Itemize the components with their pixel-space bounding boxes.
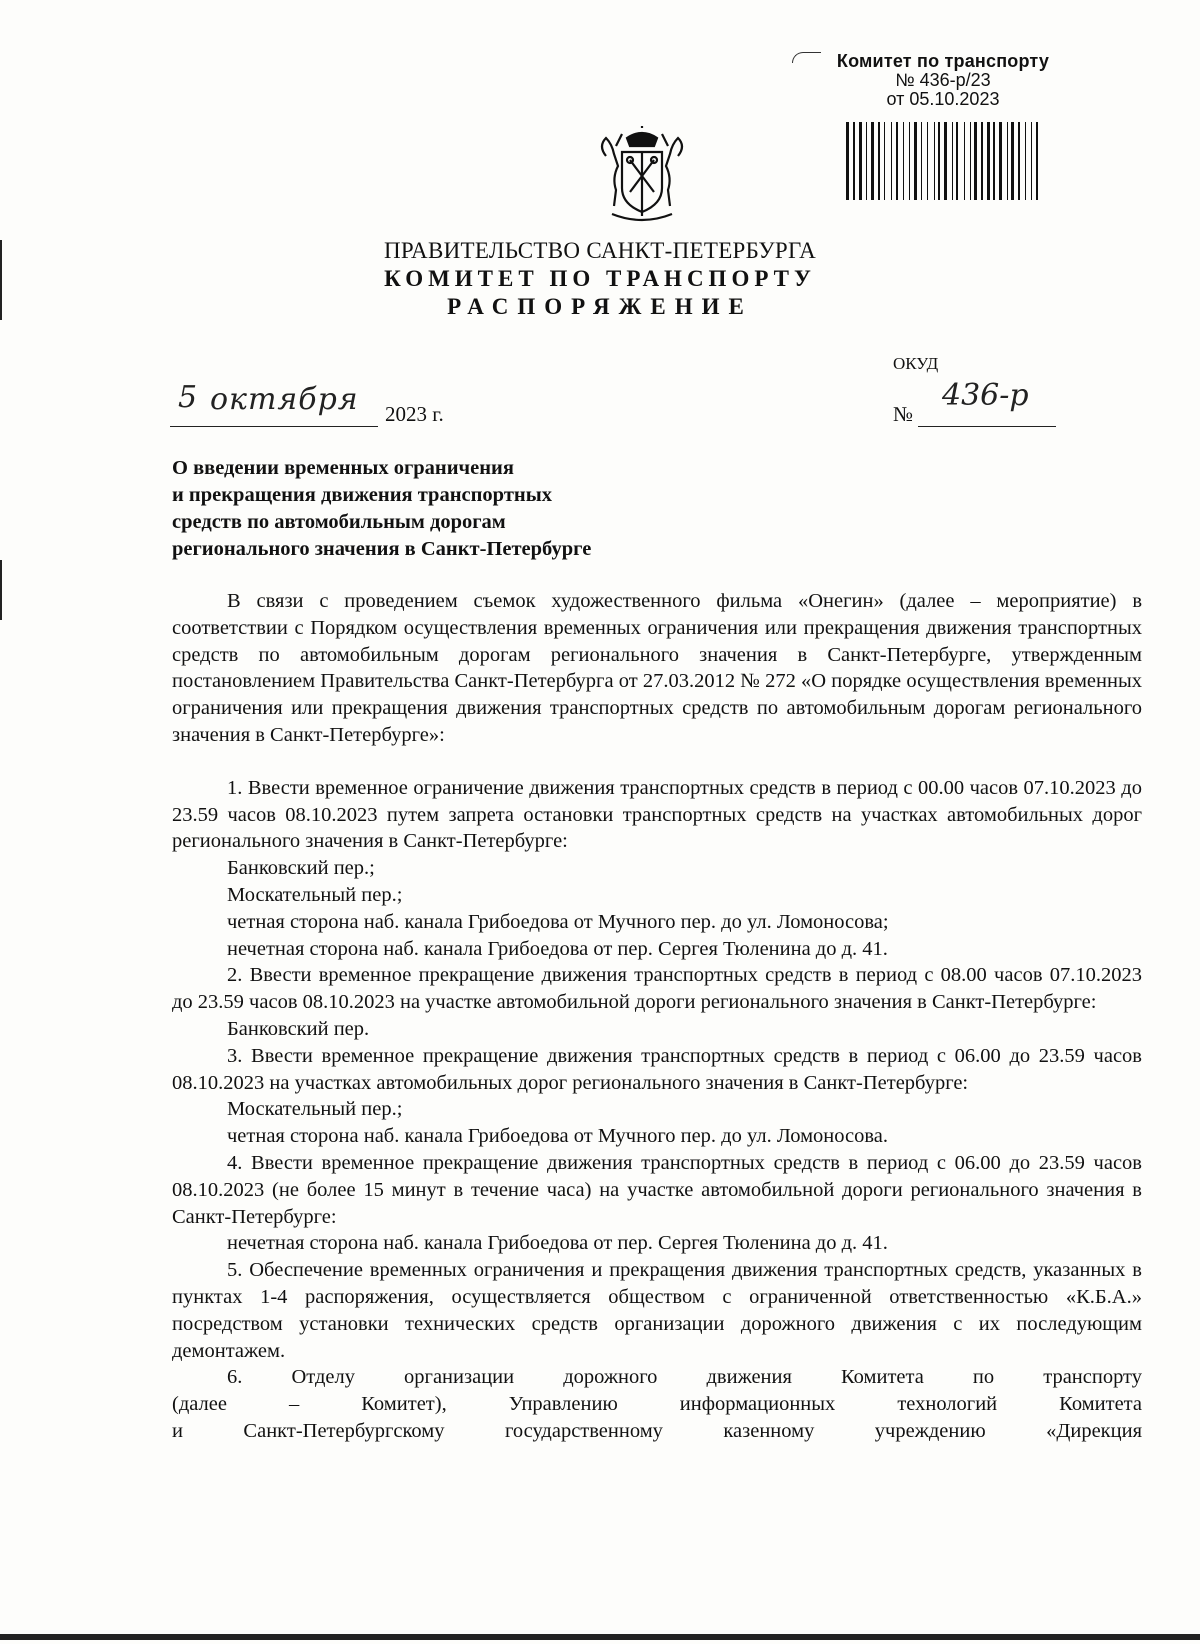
barcode-bar (896, 122, 898, 200)
date-month-handwritten: октября (210, 382, 359, 417)
document-body (172, 588, 1142, 1445)
barcode-bar (878, 122, 880, 200)
barcode-bar (974, 122, 977, 200)
barcode-bar (891, 122, 892, 200)
committee-heading: КОМИТЕТ ПО ТРАНСПОРТУ (384, 266, 816, 291)
item-1-text: 1. Ввести временное ограничение движения транспортных средств в период с 00.00 часов 07.10.2023 до 23.59 часов 08.10.2023 путем запрета остановки транспортных средств на участках автомобильных дорог регионального значения в Санкт-Петербурге: (172, 776, 1142, 853)
barcode-bar (909, 122, 910, 200)
list-item: Москательный пер.; (227, 1098, 403, 1121)
subject-line: О введении временных ограничения (172, 457, 514, 479)
barcode-bar (981, 122, 983, 200)
item-2-text: 2. Ввести временное прекращение движения транспортных средств в период с 08.00 часов 07.10.2023 до 23.59 часов 08.10.2023 на участке автомобильной дороги регионального значения в Санкт-Петербурге: (172, 964, 1142, 1014)
document-type-heading: РАСПОРЯЖЕНИЕ (447, 294, 753, 319)
document-subject (172, 455, 591, 563)
barcode-bar (1036, 122, 1038, 200)
list-item: нечетная сторона наб. канала Грибоедова от пер. Сергея Тюленина до д. 41. (227, 1232, 888, 1255)
barcode-icon (846, 122, 1044, 200)
government-heading: ПРАВИТЕЛЬСТВО САНКТ-ПЕТЕРБУРГА (383, 238, 817, 263)
barcode-bar (859, 122, 862, 200)
barcode-bar (853, 122, 855, 200)
registration-stamp (812, 52, 1074, 109)
preamble-paragraph: В связи с проведением съемок художественного фильма «Онегин» (далее – мероприятие) в соответствии с Порядком осуществления временных ограничения или прекращения движения транспортных средств по автомобильным дорогам регионального значения в Санкт-Петербурге, утвержденным постановлением Правительства Санкт-Петербурга от 27.03.2012 № 272 «О порядке осуществления временных ограничения или прекращения движения транспортных средств по автомобильным дорогам регионального значения в Санкт-Петербурге»: (172, 590, 1142, 746)
subject-line: регионального значения в Санкт-Петербурге (172, 538, 592, 560)
list-item: нечетная сторона наб. канала Грибоедова от пер. Сергея Тюленина до д. 41. (227, 937, 888, 960)
number-sign: № (893, 402, 914, 426)
barcode-bar (934, 122, 935, 200)
barcode-bar (1031, 122, 1032, 200)
date-year: 2023 г. (385, 402, 444, 426)
barcode-bar (1025, 122, 1026, 200)
barcode-bar (866, 122, 867, 200)
barcode-bar (921, 122, 922, 200)
barcode-bar (1011, 122, 1014, 200)
item-6-line: 6. Отделу организации дорожного движения Комитета по транспорту (227, 1366, 1142, 1389)
barcode-bar (938, 122, 940, 200)
barcode-bar (944, 122, 947, 200)
barcode-bar (970, 122, 971, 200)
stamp-date: от 05.10.2023 (886, 89, 1000, 109)
barcode-bar (956, 122, 958, 200)
list-item: Банковский пер. (227, 1017, 370, 1040)
scan-artifact-bottom (0, 1634, 1200, 1640)
barcode-bar (952, 122, 953, 200)
document-number-handwritten: 436-р (942, 378, 1029, 413)
list-item: Москательный пер.; (227, 883, 403, 906)
subject-line: средств по автомобильным дорогам (172, 511, 506, 533)
barcode-bar (1007, 122, 1008, 200)
item-4-text: 4. Ввести временное прекращение движения транспортных средств в период с 06.00 до 23.59 часов 08.10.2023 (не более 15 минут в течение часа) на участке автомобильной дороги регионального значения в Санкт-Петербурге: (172, 1151, 1142, 1228)
item-6-line: и Санкт-Петербургскому государственному казенному учреждению «Дирекция (172, 1419, 1142, 1442)
stamp-number: № 436-р/23 (895, 70, 991, 90)
barcode-bar (871, 122, 874, 200)
subject-line: и прекращения движения транспортных (172, 484, 552, 506)
barcode-bar (914, 122, 917, 200)
date-day-handwritten: 5 (178, 380, 198, 415)
list-item: четная сторона наб. канала Грибоедова от Мучного пер. до ул. Ломоносова; (227, 910, 889, 933)
okud-label: ОКУД (893, 354, 939, 373)
list-item: четная сторона наб. канала Грибоедова от Мучного пер. до ул. Ломоносова. (227, 1125, 889, 1148)
barcode-bar (927, 122, 928, 200)
barcode-bar (987, 122, 990, 200)
item-6-line: (далее – Комитет), Управлению информационных технологий Комитета (172, 1393, 1142, 1416)
list-item: Банковский пер.; (227, 857, 375, 880)
barcode-bar (884, 122, 885, 200)
stamp-organization: Комитет по транспорту (836, 51, 1050, 71)
barcode-bar (993, 122, 995, 200)
date-underline (170, 426, 378, 427)
item-3-text: 3. Ввести временное прекращение движения транспортных средств в период с 06.00 до 23.59 часов 08.10.2023 на участках автомобильных дорог регионального значения в Санкт-Петербурге: (172, 1044, 1142, 1094)
st-petersburg-coat-of-arms-icon (592, 126, 692, 226)
barcode-bar (846, 122, 849, 200)
barcode-bar (1018, 122, 1020, 200)
scan-artifact-left-2 (0, 560, 2, 620)
barcode-bar (964, 122, 965, 200)
barcode-bar (903, 122, 904, 200)
item-5-text: 5. Обеспечение временных ограничения и прекращения движения транспортных средств, указанных в пунктах 1-4 распоряжения, осуществляется обществом с ограниченной ответственностью «К.Б.А.» посредством установки технических средств организации дорожного движения с их последующим демонтажем. (172, 1259, 1142, 1362)
barcode-bar (999, 122, 1002, 200)
number-underline (918, 426, 1056, 427)
